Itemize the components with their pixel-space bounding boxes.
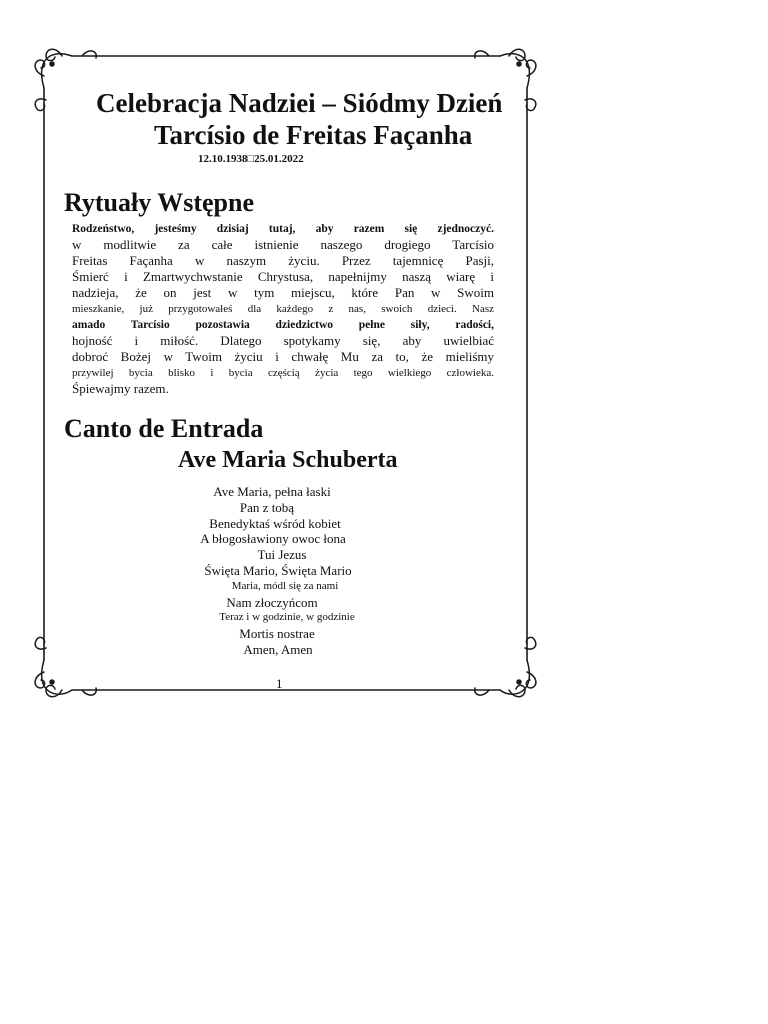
rituals-line: Rodzeństwo, jesteśmy dzisiaj tutaj, aby razem się zjednoczyć. — [72, 223, 494, 235]
lyric-line: Tui Jezus — [257, 547, 307, 563]
rituals-paragraph — [72, 221, 494, 397]
rituals-line: w modlitwie za całe istnienie naszego drogiego Tarcísio — [72, 237, 494, 252]
song-title: Ave Maria Schuberta — [178, 447, 398, 473]
page-number: 1 — [276, 676, 283, 691]
lyric-line: Mortis nostrae — [239, 626, 315, 642]
rituals-line: amado Tarcísio pozostawia dziedzictwo pełne siły, radości, — [72, 319, 494, 331]
section-heading-rituals: Rytuały Wstępne — [64, 188, 255, 217]
rituals-line: Śmierć i Zmartwychwstanie Chrystusa, napełnijmy naszą wiarę i — [72, 269, 494, 284]
lyric-line: A błogosławiony owoc łona — [200, 531, 346, 547]
rituals-line: hojność i miłość. Dlatego spotykamy się, aby uwielbiać — [72, 333, 494, 348]
lyric-line: Ave Maria, pełna łaski — [213, 484, 331, 499]
rituals-line: mieszkanie, już przygotowałeś dla każdego z nas, swoich dzieci. Nasz — [72, 303, 494, 315]
lyric-line: Benedyktaś wśród kobiet — [209, 515, 341, 531]
section-heading-entrance: Canto de Entrada — [64, 414, 264, 443]
rituals-line: dobroć Bożej w Twoim życiu i chwałę Mu za to, że mieliśmy — [72, 349, 494, 364]
lyric-line: Nam złoczyńcom — [226, 594, 318, 610]
rituals-line: przywilej bycia blisko i bycia częścią życia tego wielkiego człowieka. — [72, 367, 494, 379]
song-lyrics — [150, 484, 400, 658]
lyric-line: Amen, Amen — [243, 641, 313, 657]
life-dates: 12.10.1938□25.01.2022 — [198, 153, 304, 165]
lyric-line: Pan z tobą — [239, 499, 295, 515]
rituals-line: Freitas Façanha w naszym życiu. Przez tajemnicę Pasji, — [72, 253, 494, 268]
title-line-2: Tarcísio de Freitas Façanha — [154, 120, 473, 150]
title-line-1: Celebracja Nadziei – Siódmy Dzień — [96, 88, 503, 118]
rituals-line: nadzieja, że on jest w tym miejscu, które Pan w Swoim — [72, 285, 494, 300]
lyric-line: Święta Mario, Święta Mario — [204, 562, 352, 578]
rituals-line: Śpiewajmy razem. — [72, 381, 169, 396]
lyric-line: Teraz i w godzinie, w godzinie — [219, 611, 355, 624]
lyric-line: Maria, módl się za nami — [231, 579, 339, 592]
